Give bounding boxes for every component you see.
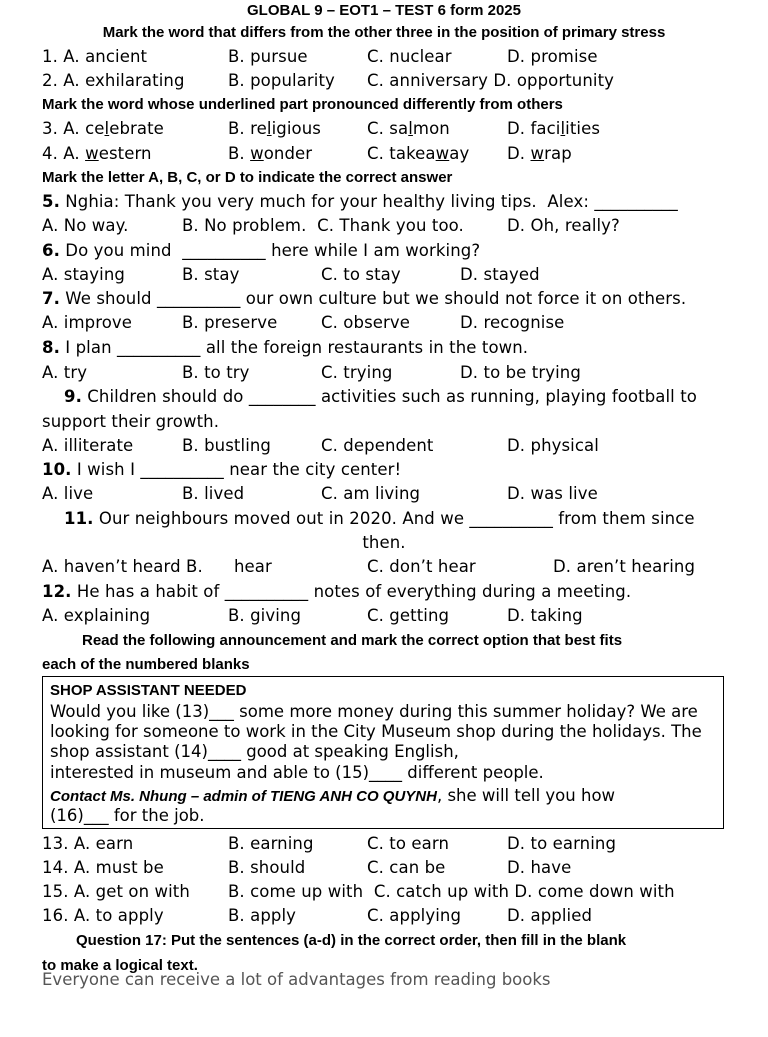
q4-c-post: ay — [449, 144, 470, 163]
q14-option-b[interactable]: B. should — [228, 858, 306, 877]
q4-b-underlined: w — [250, 144, 264, 163]
q6-option-d[interactable]: D. stayed — [460, 265, 540, 284]
q9-text-line1: Children should do ________ activities such as running, playing football to — [81, 387, 697, 406]
announcement-heading: SHOP ASSISTANT NEEDED — [50, 682, 247, 699]
q14-option-c[interactable]: C. can be — [367, 858, 446, 877]
q1-option-b[interactable]: B. pursue — [228, 47, 308, 66]
q5-option-a[interactable]: A. No way. — [42, 216, 129, 235]
section-answer-heading: Mark the letter A, B, C, or D to indicate the correct answer — [42, 169, 453, 186]
q3-d-underlined: l — [560, 119, 566, 138]
q4-d-pre: D. — [507, 144, 531, 163]
q4-c-pre: C. takea — [367, 144, 436, 163]
cut-off-line — [42, 970, 602, 992]
q8-number: 8. — [42, 338, 60, 357]
question-9-stem — [64, 386, 697, 408]
q3-option-b[interactable] — [228, 118, 321, 140]
q13-option-b[interactable]: B. earning — [228, 834, 314, 853]
question-17-heading: Question 17: Put the sentences (a-d) in the correct order, then fill in the blank — [76, 932, 627, 949]
q2-option-c-d[interactable]: C. anniversary D. opportunity — [367, 71, 615, 90]
q12-number: 12. — [42, 582, 72, 601]
q13-option-c[interactable]: C. to earn — [367, 834, 450, 853]
question-11-stem-cont: then. — [362, 533, 406, 552]
q4-option-a[interactable] — [42, 143, 152, 165]
q10-option-b[interactable]: B. lived — [182, 484, 245, 503]
q9-option-d[interactable]: D. physical — [507, 436, 599, 455]
q9-option-a[interactable]: A. illiterate — [42, 436, 134, 455]
q14-option-a[interactable]: 14. A. must be — [42, 858, 164, 877]
q5-option-d[interactable]: D. Oh, really? — [507, 216, 620, 235]
announcement-line-2: looking for someone to work in the City Museum shop during the holidays. The — [50, 722, 702, 741]
q10-text: I wish I __________ near the city center! — [71, 460, 402, 479]
q1-option-c[interactable]: C. nuclear — [367, 47, 452, 66]
q12-option-a[interactable]: A. explaining — [42, 606, 151, 625]
q3-option-d[interactable] — [507, 118, 600, 140]
q10-option-c[interactable]: C. am living — [321, 484, 421, 503]
question-6-stem — [42, 240, 480, 262]
question-11-stem — [64, 508, 695, 530]
q11-option-a[interactable]: A. haven’t heard B. — [42, 557, 203, 576]
announcement-line-1: Would you like (13)___ some more money during this summer holiday? We are — [50, 702, 698, 721]
section-reading-heading-cont: each of the numbered blanks — [42, 656, 250, 673]
question-7-stem — [42, 288, 686, 310]
q1-option-a[interactable]: 1. A. ancient — [42, 47, 148, 66]
announcement-contact-line — [50, 785, 615, 807]
section-pronounce-heading: Mark the word whose underlined part pronounced differently from others — [42, 96, 563, 113]
q5-number: 5. — [42, 192, 60, 211]
q4-a-underlined: w — [85, 144, 99, 163]
q4-d-underlined: w — [530, 144, 545, 163]
q6-option-a[interactable]: A. staying — [42, 265, 125, 284]
q2-option-a[interactable]: 2. A. exhilarating — [42, 71, 185, 90]
q3-b-post: igious — [271, 119, 321, 138]
q12-option-b[interactable]: B. giving — [228, 606, 302, 625]
q4-c-underlined: w — [435, 144, 450, 163]
q7-option-d[interactable]: D. recognise — [460, 313, 565, 332]
q14-option-d[interactable]: D. have — [507, 858, 572, 877]
q6-text: Do you mind __________ here while I am working? — [59, 241, 481, 260]
q3-c-pre: C. sa — [367, 119, 409, 138]
question-5-stem — [42, 191, 678, 213]
q11-option-c[interactable]: C. don’t hear — [367, 557, 476, 576]
section-reading-heading: Read the following announcement and mark the correct option that best fits — [82, 632, 623, 649]
announcement-line-6: (16)___ for the job. — [50, 806, 205, 825]
announcement-contact-rest: , she will tell you how — [436, 786, 616, 805]
q13-option-d[interactable]: D. to earning — [507, 834, 617, 853]
q6-number: 6. — [42, 241, 60, 260]
q13-option-a[interactable]: 13. A. earn — [42, 834, 134, 853]
q3-d-post: ities — [565, 119, 601, 138]
announcement-line-4: interested in museum and able to (15)____ different people. — [50, 763, 544, 782]
q12-option-c[interactable]: C. getting — [367, 606, 450, 625]
q7-option-c[interactable]: C. observe — [321, 313, 411, 332]
page-title: GLOBAL 9 – EOT1 – TEST 6 form 2025 — [247, 2, 521, 19]
q8-option-a[interactable]: A. try — [42, 363, 88, 382]
q9-number: 9. — [64, 387, 82, 406]
q3-d-pre: D. faci — [507, 119, 561, 138]
q8-option-d[interactable]: D. to be trying — [460, 363, 581, 382]
q16-option-a[interactable]: 16. A. to apply — [42, 906, 164, 925]
q10-option-d[interactable]: D. was live — [507, 484, 598, 503]
q3-option-c[interactable] — [367, 118, 450, 140]
q16-option-b[interactable]: B. apply — [228, 906, 297, 925]
q15-option-b-c-d[interactable]: B. come up with C. catch up with D. come down with — [228, 882, 675, 901]
question-17-heading-cont: to make a logical text. — [42, 957, 198, 974]
q4-b-pre: B. — [228, 144, 251, 163]
q3-c-post: mon — [412, 119, 450, 138]
q12-text: He has a habit of __________ notes of everything during a meeting. — [71, 582, 632, 601]
announcement-contact: Contact Ms. Nhung – admin of TIENG ANH CO QUYNH — [50, 788, 437, 805]
q11-number: 11. — [64, 509, 94, 528]
question-12-stem — [42, 581, 631, 603]
q3-b-pre: B. re — [228, 119, 267, 138]
q7-text: We should __________ our own culture but we should not force it on others. — [59, 289, 687, 308]
q11-option-d[interactable]: D. aren’t hearing — [553, 557, 696, 576]
q4-option-b[interactable] — [228, 143, 312, 165]
q6-option-b[interactable]: B. stay — [182, 265, 240, 284]
q15-option-a[interactable]: 15. A. get on with — [42, 882, 190, 901]
q3-a-post: ebrate — [109, 119, 164, 138]
q16-option-c[interactable]: C. applying — [367, 906, 462, 925]
q11-text-line1: Our neighbours moved out in 2020. And we __________ from them since — [93, 509, 695, 528]
q7-number: 7. — [42, 289, 60, 308]
q3-a-underlined: l — [104, 119, 110, 138]
q9-option-b[interactable]: B. bustling — [182, 436, 272, 455]
q8-text: I plan __________ all the foreign restaurants in the town. — [59, 338, 529, 357]
announcement-line-3: shop assistant (14)____ good at speaking English, — [50, 742, 459, 761]
q12-option-d[interactable]: D. taking — [507, 606, 583, 625]
q6-option-c[interactable]: C. to stay — [321, 265, 401, 284]
q8-option-b[interactable]: B. to try — [182, 363, 250, 382]
q4-a-post: estern — [98, 144, 152, 163]
q11-option-b[interactable]: hear — [234, 557, 272, 576]
q16-option-d[interactable]: D. applied — [507, 906, 593, 925]
question-9-stem-cont: support their growth. — [42, 412, 220, 431]
cut-off-text: Everyone can receive a lot of advantages from reading books — [42, 970, 551, 989]
q4-option-c[interactable] — [367, 143, 469, 165]
q4-a-pre: 4. A. — [42, 144, 86, 163]
q7-option-b[interactable]: B. preserve — [182, 313, 278, 332]
q10-option-a[interactable]: A. live — [42, 484, 94, 503]
q4-b-post: onder — [263, 144, 313, 163]
q3-option-a[interactable] — [42, 118, 164, 140]
q5-text: Nghia: Thank you very much for your healthy living tips. Alex: __________ — [59, 192, 678, 211]
question-10-stem — [42, 459, 401, 481]
q3-a-pre: 3. A. ce — [42, 119, 105, 138]
q9-option-c[interactable]: C. dependent — [321, 436, 434, 455]
q2-option-b[interactable]: B. popularity — [228, 71, 335, 90]
question-8-stem — [42, 337, 528, 359]
section-stress-heading: Mark the word that differs from the other three in the position of primary stress — [102, 24, 666, 41]
q1-option-d[interactable]: D. promise — [507, 47, 598, 66]
q4-option-d[interactable] — [507, 143, 572, 165]
q10-number: 10. — [42, 460, 72, 479]
q3-b-underlined: l — [266, 119, 272, 138]
q4-d-post: rap — [544, 144, 572, 163]
q8-option-c[interactable]: C. trying — [321, 363, 393, 382]
q7-option-a[interactable]: A. improve — [42, 313, 133, 332]
q3-c-underlined: l — [408, 119, 413, 138]
q5-option-b-c[interactable]: B. No problem. C. Thank you too. — [182, 216, 464, 235]
